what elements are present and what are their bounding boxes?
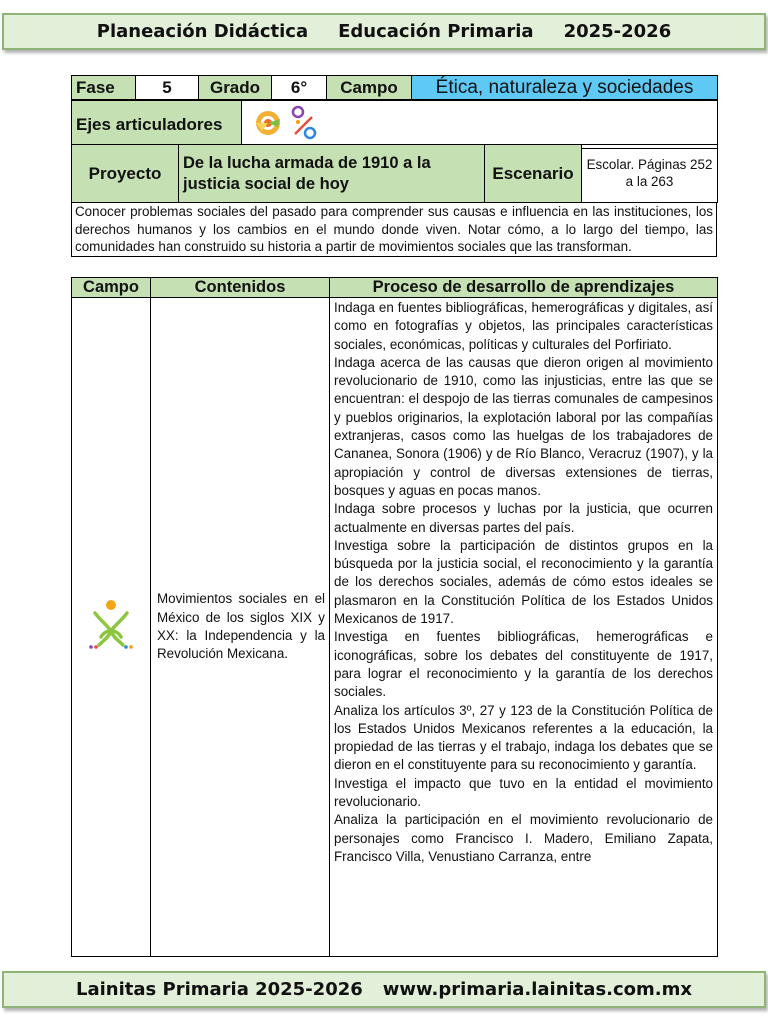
campo-label: Campo xyxy=(327,76,412,100)
proceso-item: Analiza la participación en el movimiento revolucionario de personajes como Francisco I. Madero, Emiliano Zapata, Francisco Villa, Venustiano Carranza, entre xyxy=(334,812,713,864)
proceso-item: Indaga acerca de las causas que dieron origen al movimiento revolucionario de 1910, como las injusticias, entre las que se encuentran: el despojo de las tierras comunales de campesinos y pueblos originarios, la explotación laboral por las compañías extranjeras, casos como las huelgas de los trabajadores de Cananea, Sonora (1906) y de Río Blanco, Veracruz (1907), y la apropiación y control de diversas extensiones de tierras, bosques y aguas en pocas manos. xyxy=(334,354,713,498)
footer-site-name: Lainitas Primaria 2025-2026 xyxy=(76,979,363,1000)
proceso-item: Investiga el impacto que tuvo en la entidad el movimiento revolucionario. xyxy=(334,775,713,810)
column-header-contenidos: Contenidos xyxy=(151,278,330,298)
proceso-item: Indaga sobre procesos y luchas por la justicia, que ocurren actualmente en diversas partes del país. xyxy=(334,501,713,535)
header-title: Planeación Didáctica xyxy=(96,21,309,42)
description-text: Conocer problemas sociales del pasado para comprender sus causas e influencia en las instituciones, los derechos humanos y los cambios en el mundo donde viven. Notar cómo, a lo largo del tiempo, las comunidades han construido su historia a partir de movimientos sociales que las transforman. xyxy=(72,203,717,257)
campo-value: Ética, naturaleza y sociedades xyxy=(412,76,718,100)
proceso-item: Investiga en fuentes bibliográficas, hemerográficas e iconográficas, sobre los debates del constituyente de 1917, para lograr el reconocimiento y la garantía de los derechos sociales. xyxy=(334,629,713,700)
proceso-cell xyxy=(330,298,718,957)
proyecto-row xyxy=(71,144,718,203)
proyecto-label: Proyecto xyxy=(72,145,179,203)
column-header-proceso: Proceso de desarrollo de aprendizajes xyxy=(330,278,718,298)
contenido-text: Movimientos sociales en el México de los siglos XIX y XX: la Independencia y la Revolución Mexicana. xyxy=(151,298,330,957)
fase-value: 5 xyxy=(136,76,199,100)
grado-label: Grado xyxy=(199,76,272,100)
proceso-item: Analiza los artículos 3º, 27 y 123 de la Constitución Política de los Estados Unidos Mexicanos referentes a la educación, la propiedad de las tierras y el trabajo, indaga los debates que se dieron en el constituyente para su reconocimiento y garantía. xyxy=(334,702,713,773)
grado-value: 6° xyxy=(272,76,327,100)
campo-icon-cell xyxy=(72,298,151,957)
pensamiento-critico-icon xyxy=(256,111,280,135)
ejes-label: Ejes articuladores xyxy=(72,101,242,149)
footer-url-link[interactable]: www.primaria.lainitas.com.mx xyxy=(382,979,692,1000)
fase-label: Fase xyxy=(72,76,136,100)
info-table-row1 xyxy=(71,75,718,100)
proceso-item: Indaga en fuentes bibliográficas, hemerográficas y digitales, así como en fotografías y objetos, las principales características sociales, económicas, políticas y culturales del Porfiriato. xyxy=(334,300,713,352)
header-level: Educación Primaria xyxy=(338,21,534,42)
escenario-value: Escolar. Páginas 252 a la 263 xyxy=(582,145,718,203)
description-row xyxy=(71,202,717,257)
column-header-campo: Campo xyxy=(72,278,151,298)
ejes-icons xyxy=(242,101,718,149)
etica-naturaleza-sociedades-icon xyxy=(85,597,137,653)
footer-banner xyxy=(2,971,766,1008)
header-year: 2025-2026 xyxy=(563,21,672,42)
escenario-label: Escenario xyxy=(485,145,582,203)
header-banner xyxy=(2,13,766,50)
proceso-item: Investiga sobre la participación de distintos grupos en la búsqueda por la justicia social, el reconocimiento y la garantía de los derechos sociales, además de cómo estos ideales se plasmaron en la Constitución Política de los Estados Unidos Mexicanos de 1917. xyxy=(334,537,713,627)
inclusion-icon xyxy=(293,107,315,138)
proyecto-value: De la lucha armada de 1910 a la justicia social de hoy xyxy=(179,145,485,203)
ejes-row xyxy=(71,100,718,149)
learning-table xyxy=(71,277,718,957)
